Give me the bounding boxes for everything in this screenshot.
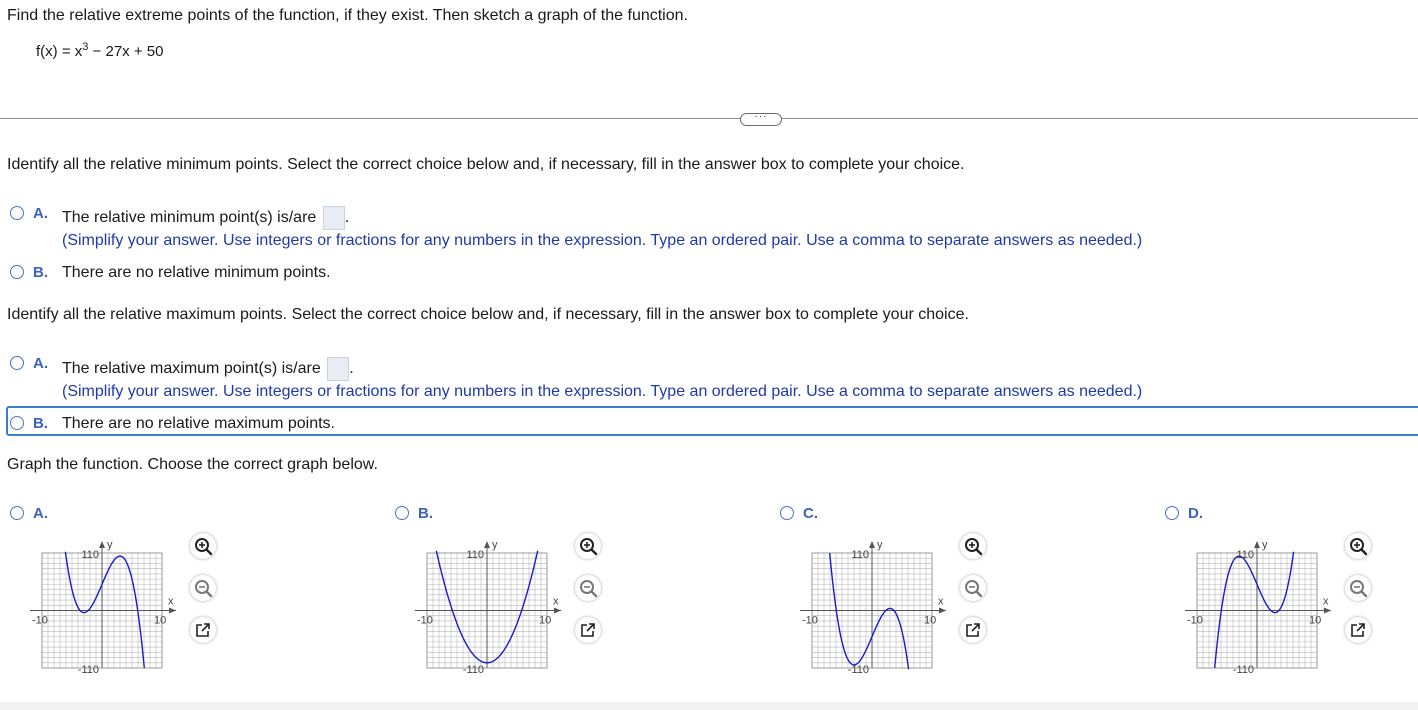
function-curve bbox=[830, 553, 909, 669]
x-axis-label: x bbox=[1323, 595, 1329, 608]
graph-choice-a-letter: A. bbox=[33, 505, 48, 522]
min-answer-box[interactable] bbox=[323, 206, 345, 230]
x-max-tick-label: 10 bbox=[1309, 614, 1322, 627]
x-axis-arrow bbox=[169, 608, 176, 614]
zoom-in-icon bbox=[963, 536, 983, 556]
graph-choice-b-open-new-window-button[interactable] bbox=[575, 617, 601, 643]
min-choice-b-radio[interactable] bbox=[10, 265, 24, 279]
y-axis-label: y bbox=[1262, 539, 1268, 551]
zoom-out-icon bbox=[578, 578, 598, 598]
graph-choice-a-radio[interactable] bbox=[10, 506, 24, 520]
function-curve bbox=[65, 552, 144, 668]
min-choice-a-text: The relative minimum point(s) is/are . bbox=[62, 206, 349, 230]
x-max-tick-label: 10 bbox=[154, 614, 167, 627]
x-min-tick-label: -10 bbox=[802, 614, 818, 627]
zoom-in-icon bbox=[193, 536, 213, 556]
y-min-tick-label: -110 bbox=[1232, 664, 1254, 676]
y-axis-arrow bbox=[484, 541, 490, 548]
max-choice-b-text: There are no relative maximum points. bbox=[62, 415, 335, 432]
x-axis-arrow bbox=[939, 608, 946, 614]
y-max-tick-label: 110 bbox=[81, 549, 99, 561]
open-new-window-icon bbox=[963, 620, 983, 640]
zoom-out-icon bbox=[193, 578, 213, 598]
x-min-tick-label: -10 bbox=[1187, 614, 1203, 627]
graph-choice-d-zoom-out-button[interactable] bbox=[1345, 575, 1371, 601]
function-expression bbox=[36, 41, 163, 60]
graph-choice-c-zoom-in-button[interactable] bbox=[960, 533, 986, 559]
max-instruction: Identify all the relative maximum points. Select the correct choice below and, if necessary, fill in the answer box to complete your choice. bbox=[7, 306, 969, 323]
graph-choice-c-open-new-window-button[interactable] bbox=[960, 617, 986, 643]
more-options-button[interactable]: ··· bbox=[740, 113, 782, 126]
graph-choice-b-letter: B. bbox=[418, 505, 433, 522]
open-new-window-icon bbox=[193, 620, 213, 640]
max-choice-a-letter: A. bbox=[33, 355, 48, 372]
graph-choice-a-zoom-out-button[interactable] bbox=[190, 575, 216, 601]
x-min-tick-label: -10 bbox=[32, 614, 48, 627]
min-choice-a-radio[interactable] bbox=[10, 206, 24, 220]
x-axis-label: x bbox=[938, 595, 944, 608]
y-max-tick-label: 110 bbox=[1236, 549, 1254, 561]
y-min-tick-label: -110 bbox=[462, 664, 484, 676]
y-min-tick-label: -110 bbox=[77, 664, 99, 676]
section-divider bbox=[0, 118, 1418, 119]
max-choice-a-hint: (Simplify your answer. Use integers or fractions for any numbers in the expression. Type an ordered pair. Use a comma to separate answers as needed.) bbox=[62, 383, 1143, 400]
y-axis-label: y bbox=[877, 539, 883, 551]
graph-choice-b-zoom-in-button[interactable] bbox=[575, 533, 601, 559]
graph-choice-d-open-new-window-button[interactable] bbox=[1345, 617, 1371, 643]
max-choice-a-text: The relative maximum point(s) is/are . bbox=[62, 357, 354, 381]
function-exponent: 3 bbox=[82, 41, 89, 53]
x-axis-label: x bbox=[553, 595, 559, 608]
zoom-in-icon bbox=[1348, 536, 1368, 556]
y-axis-arrow bbox=[99, 541, 105, 548]
x-axis-label: x bbox=[168, 595, 174, 608]
x-max-tick-label: 10 bbox=[539, 614, 552, 627]
graph-choice-a-plot bbox=[30, 533, 190, 678]
graph-choice-d-letter: D. bbox=[1188, 505, 1203, 522]
min-choice-a-hint: (Simplify your answer. Use integers or fractions for any numbers in the expression. Type an ordered pair. Use a comma to separate answers as needed.) bbox=[62, 232, 1143, 249]
y-axis-label: y bbox=[107, 539, 113, 551]
x-min-tick-label: -10 bbox=[417, 614, 433, 627]
graph-choice-a-zoom-in-button[interactable] bbox=[190, 533, 216, 559]
function-rest: − 27x + 50 bbox=[88, 43, 164, 60]
graph-choice-c-letter: C. bbox=[803, 505, 818, 522]
y-max-tick-label: 110 bbox=[466, 549, 484, 561]
graph-choice-c-plot bbox=[800, 533, 960, 678]
min-choice-a-label: The relative minimum point(s) is/are bbox=[62, 209, 317, 227]
open-new-window-icon bbox=[1348, 620, 1368, 640]
max-choice-a-label: The relative maximum point(s) is/are bbox=[62, 360, 321, 378]
graph-choice-c-radio[interactable] bbox=[780, 506, 794, 520]
y-max-tick-label: 110 bbox=[851, 549, 869, 561]
graph-choice-b-plot bbox=[415, 533, 575, 678]
min-choice-b-text: There are no relative minimum points. bbox=[62, 264, 331, 281]
min-instruction: Identify all the relative minimum points. Select the correct choice below and, if necessary, fill in the answer box to complete your choice. bbox=[7, 156, 965, 173]
max-choice-a-radio[interactable] bbox=[10, 356, 24, 370]
y-axis-arrow bbox=[869, 541, 875, 548]
zoom-in-icon bbox=[578, 536, 598, 556]
zoom-out-icon bbox=[963, 578, 983, 598]
y-axis-arrow bbox=[1254, 541, 1260, 548]
max-choice-b-letter: B. bbox=[33, 415, 48, 432]
max-choice-b-radio[interactable] bbox=[10, 416, 24, 430]
x-axis-arrow bbox=[1324, 608, 1331, 614]
x-axis-arrow bbox=[554, 608, 561, 614]
page-footer-bar bbox=[0, 702, 1418, 710]
graph-choice-b-radio[interactable] bbox=[395, 506, 409, 520]
y-min-tick-label: -110 bbox=[847, 664, 869, 676]
zoom-out-icon bbox=[1348, 578, 1368, 598]
open-new-window-icon bbox=[578, 620, 598, 640]
x-max-tick-label: 10 bbox=[924, 614, 937, 627]
graph-choice-b-zoom-out-button[interactable] bbox=[575, 575, 601, 601]
y-axis-label: y bbox=[492, 539, 498, 551]
max-answer-box[interactable] bbox=[327, 357, 349, 381]
function-curve bbox=[1215, 552, 1294, 668]
graph-choice-d-plot bbox=[1185, 533, 1345, 678]
question-prompt: Find the relative extreme points of the function, if they exist. Then sketch a graph of the function. bbox=[7, 7, 688, 24]
graph-choice-a-open-new-window-button[interactable] bbox=[190, 617, 216, 643]
function-base: f(x) = x bbox=[36, 43, 83, 60]
graph-choice-d-zoom-in-button[interactable] bbox=[1345, 533, 1371, 559]
min-choice-a-letter: A. bbox=[33, 205, 48, 222]
graph-choice-c-zoom-out-button[interactable] bbox=[960, 575, 986, 601]
graph-choice-d-radio[interactable] bbox=[1165, 506, 1179, 520]
graph-instruction: Graph the function. Choose the correct graph below. bbox=[7, 456, 378, 473]
min-choice-b-letter: B. bbox=[33, 264, 48, 281]
